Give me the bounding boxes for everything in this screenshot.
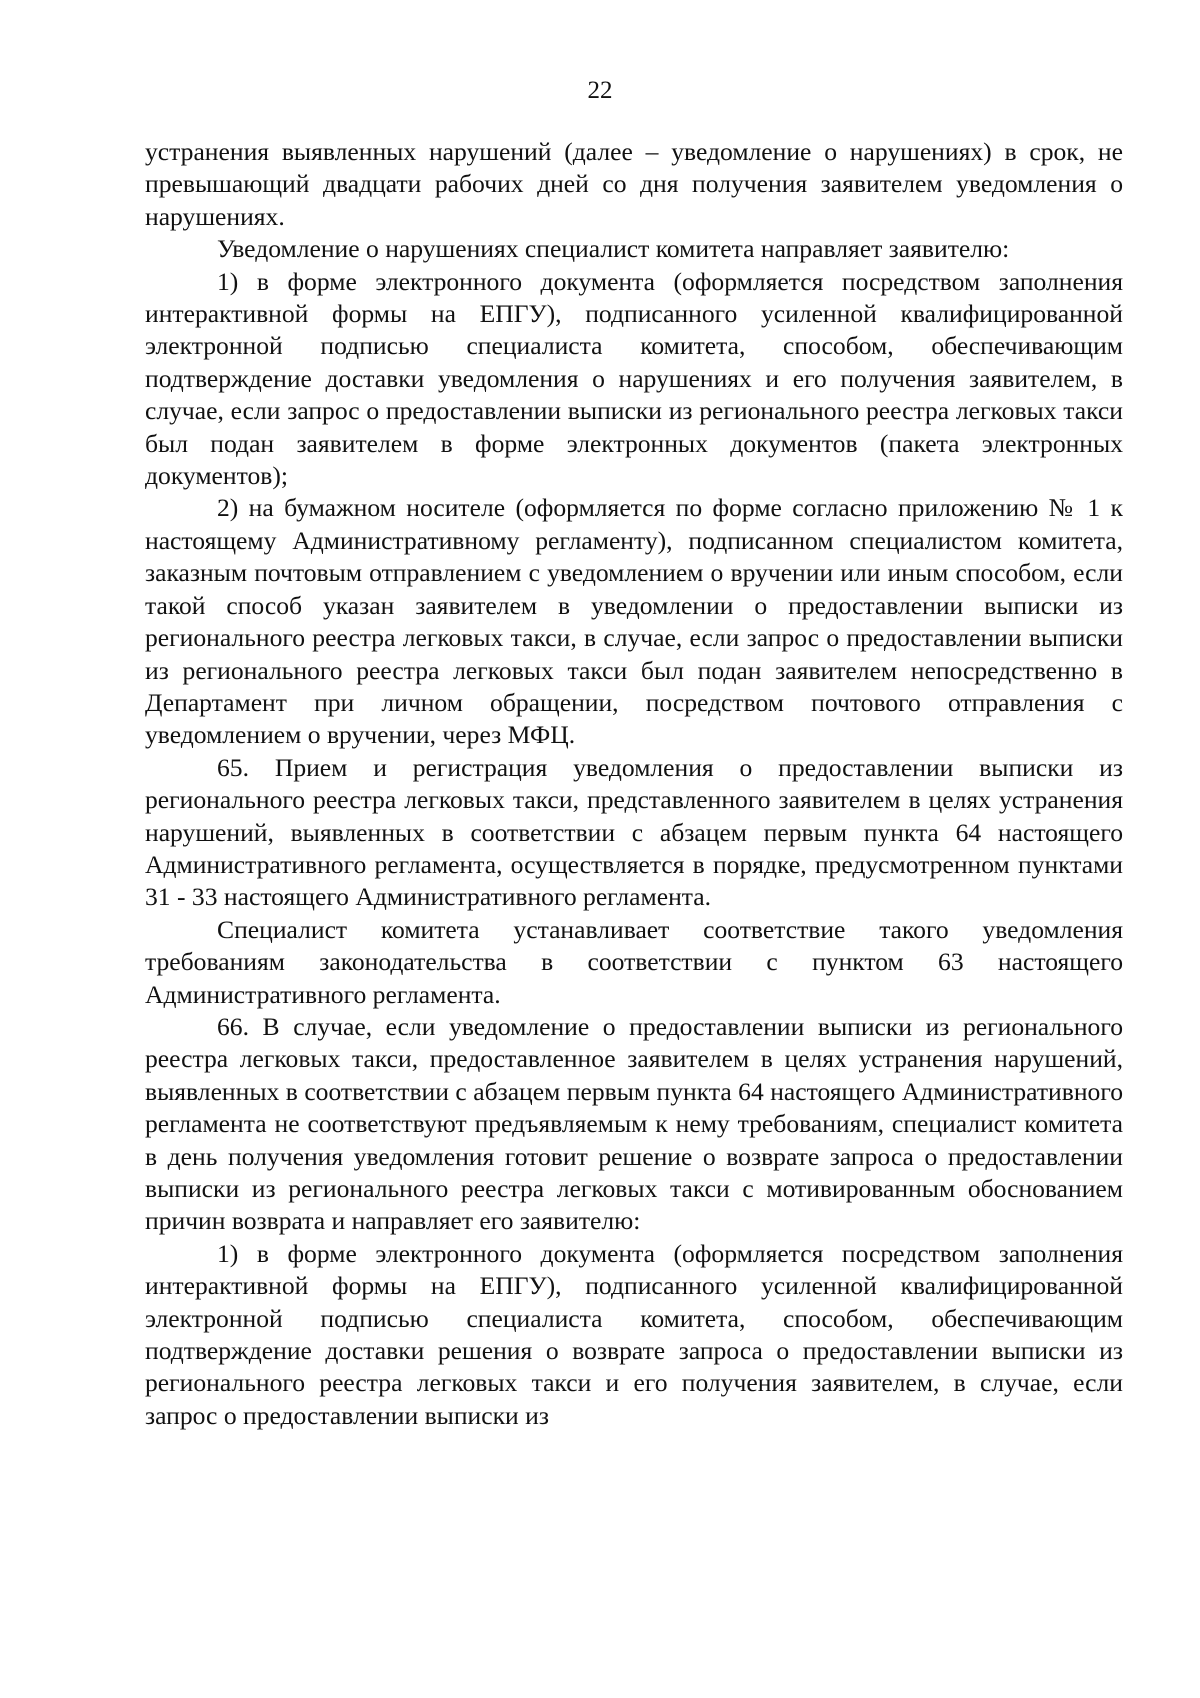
paragraph-65: 65. Прием и регистрация уведомления о предоставлении выписки из регионального реестра легковых такси, представленного заявителем в целях устранения нарушений, выявленных в соответствии с абзацем первым пункта 64 настоящего Административного регламента, осуществляется в порядке, предусмотренном пунктами 31 - 33 настоящего Административного регламента. [145,752,1123,912]
paragraph-8: 1) в форме электронного документа (оформляется посредством заполнения интерактивной формы на ЕПГУ), подписанного усиленной квалифицированной электронной подписью специалиста комитета, способом, обеспечивающим подтверждение доставки решения о возврате запроса о предоставлении выписки из регионального реестра легковых такси и его получения заявителем, в случае, если запрос о предоставлении выписки из [145,1238,1123,1430]
paragraph-6: Специалист комитета устанавливает соответствие такого уведомления требованиям законодательства в соответствии с пунктом 63 настоящего Административного регламента. [145,914,1123,1009]
paragraph-1: устранения выявленных нарушений (далее – уведомление о нарушениях) в срок, не превышающий двадцати рабочих дней со дня получения заявителем уведомления о нарушениях. [145,137,1123,231]
paragraph-4: 2) на бумажном носителе (оформляется по форме согласно приложению № 1 к настоящему Административному регламенту), подписанном специалистом комитета, заказным почтовым отправлением с уведомлением о вручении или иным способом, если такой способ указан заявителем в уведомлении о предоставлении выписки из регионального реестра легковых такси, в случае, если запрос о предоставлении выписки из регионального реестра легковых такси был подан заявителем непосредственно в Департамент при личном обращении, посредством почтового отправления с уведомлением о вручении, через МФЦ. [145,493,1123,750]
page-number: 22 [587,77,613,104]
document-body [145,136,1123,1432]
paragraph-3: 1) в форме электронного документа (оформляется посредством заполнения интерактивной формы на ЕПГУ), подписанного усиленной квалифицированной электронной подписью специалиста комитета, способом, обеспечивающим подтверждение доставки уведомления о нарушениях и его получения заявителем, в случае, если запрос о предоставлении выписки из регионального реестра легковых такси был подан заявителем в форме электронных документов (пакета электронных документов); [145,266,1123,491]
paragraph-2: Уведомление о нарушениях специалист комитета направляет заявителю: [217,234,1010,264]
paragraph-66: 66. В случае, если уведомление о предоставлении выписки из регионального реестра легковых такси, предоставленное заявителем в целях устранения нарушений, выявленных в соответствии с абзацем первым пункта 64 настоящего Административного регламента не соответствуют предъявляемым к нему требованиям, специалист комитета в день получения уведомления готовит решение о возврате запроса о предоставлении выписки из регионального реестра легковых такси с мотивированным обоснованием причин возврата и направляет его заявителю: [145,1011,1123,1236]
